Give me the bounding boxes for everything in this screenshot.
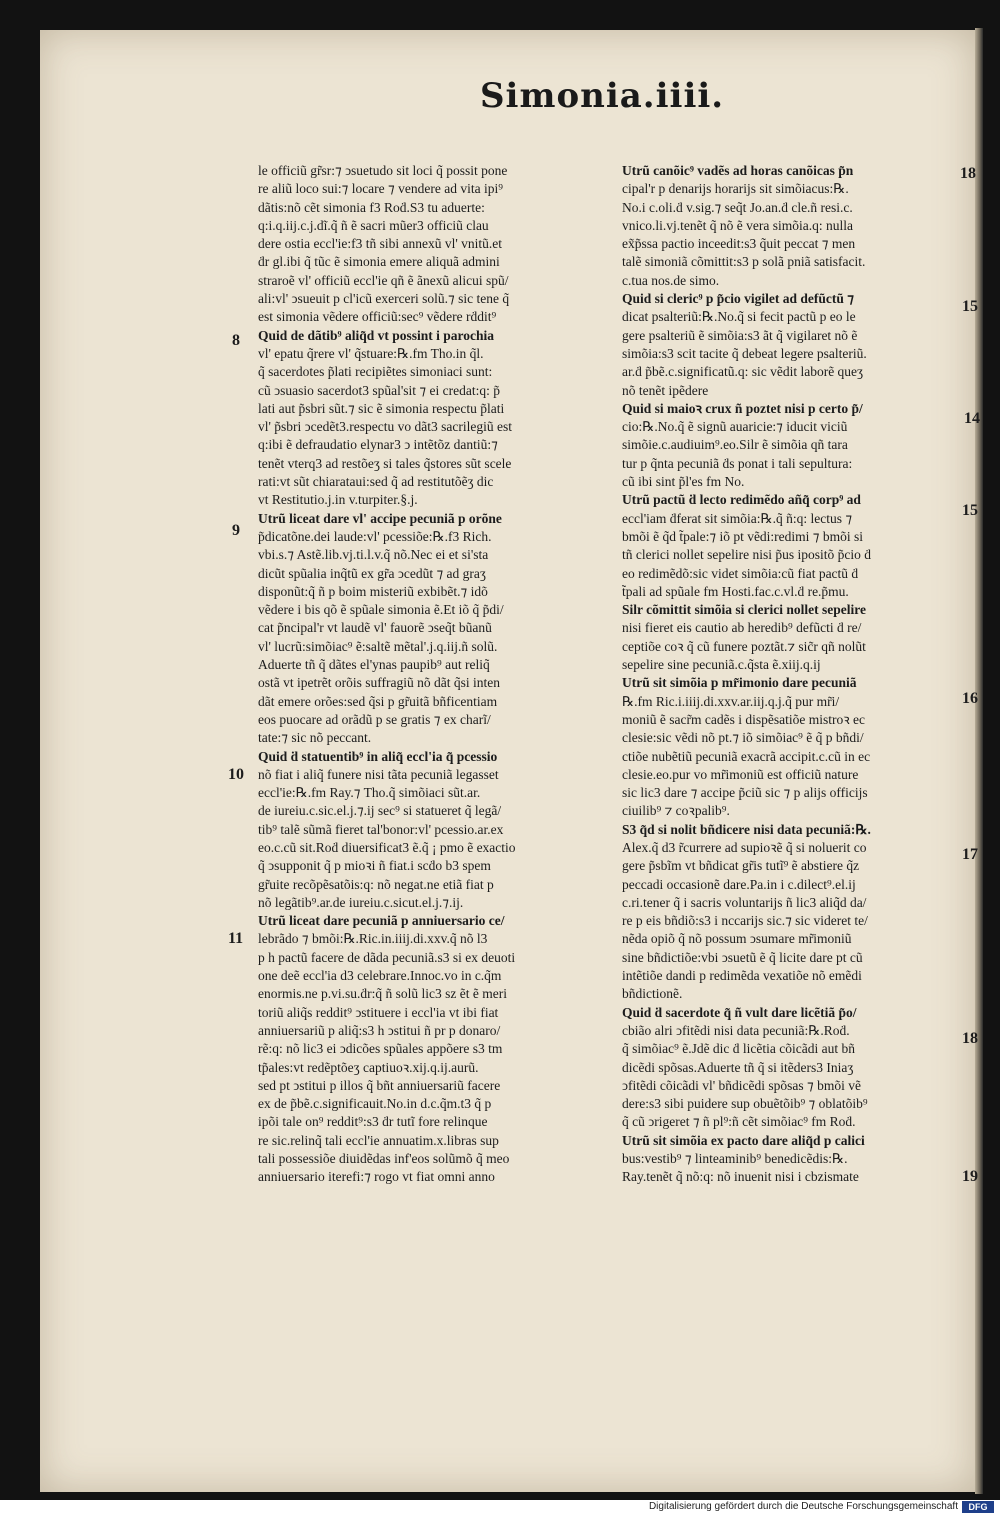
text-line: vt Restitutio.j.in v.turpiter.§.j. [258,492,418,508]
text-line: vl' p̃sbri ↄcedẽt3.respectu vo dãt3 sacrilegiũ est [258,419,512,435]
text-line: sed pt ↄstitui p illos q̃ bñt anniuersariũ facere [258,1077,501,1093]
text-line: lebrãdo ⁊ bmõi:℞.Ric.in.iiij.di.xxv.q̃ nõ l3 [258,931,488,947]
text-line: ipõi tale on⁹ reddit⁹:s3 ḋr tutĩ fore relinque [258,1114,488,1130]
text-line: tib⁹ talẽ sũmã fieret tal'bonor:vl' pcessio.ar.ex [258,821,504,837]
text-line: tenẽt vterq3 ad restõeʒ si tales q̃stores sũt scele [258,455,512,471]
text-line: cat p̃ncipal'r vt laudẽ vl' fauorẽ ↄseq̃t bũanũ [258,620,492,636]
text-line: lati aut p̃sbri sũt.⁊ sic ẽ simonia respectu p̃lati [258,400,505,416]
text-line: q̃ sacerdotes p̃lati recipiẽtes simoniaci sunt: [258,364,493,380]
text-line: dere ostia eccl'ie:f3 tñ sibi annexũ vl' vnitũ.et [258,236,503,252]
text-line: vl' epatu q̃rere vl' q̃stuare:℞.fm Tho.in q̃l. [258,345,484,361]
footer-bar [0,1500,1000,1515]
text-column-left [258,162,622,1187]
text-line: vẽdere i bis qõ ẽ spũale simonia ẽ.Et iõ q̃ p̃di/ [258,602,504,618]
text-line: clesie.eo.pur vo mr̃imoniũ est officiũ nature [622,766,859,782]
text-line: one deẽ eccl'ia d3 celebrare.Innoc.vo in c.q̃m [258,968,502,984]
text-line: q̃ simõiac⁹ ẽ.Jdẽ dic ḋ licẽtia cõicãdi aut bñ [622,1041,856,1057]
dfg-logo: DFG [962,1501,994,1513]
text-line: cbião alri ↄfitẽdi nisi data pecuniã:℞.Roḋ. [622,1022,850,1038]
text-line: c.tua nos.de simo. [622,272,720,288]
text-line: dãtis:nõ cẽt simonia f3 Roḋ.S3 tu aduerte: [258,199,485,215]
margin-number: 11 [228,930,244,947]
text-line: bus:vestib⁹ ⁊ linteaminib⁹ benedicẽdis:℞. [622,1151,848,1167]
text-line: tñ clerici nollet sepelire nisi p̃us ipositõ p̃cio ḋ [622,547,871,563]
text-line: enormis.ne p.vi.su.ḋr:q̃ ñ solũ lic3 sz ẽt ẽ meri [258,986,507,1002]
text-line: Utrũ pactũ ḋ lecto redimẽdo añq̃ corp⁹ ad [622,492,861,508]
text-line: Quid si maioꝛ crux ñ poztet nisi p certo p̃/ [622,400,863,416]
text-line: simõia:s3 scit tacite q̃ debeat legere psalteriũ. [622,345,867,361]
text-line: ex de p̃bẽ.c.significauit.No.in d.c.q̃m.t3 q̃ p [258,1096,492,1112]
text-line: nẽda opiõ q̃ nõ possum ↄsumare mr̃imoniũ [622,931,852,947]
text-line: bñdictionẽ. [622,986,683,1002]
text-line: est simonia vẽdere officiũ:sec⁹ vẽdere rḋdit⁹ [258,309,497,325]
text-line: Alex.q̃ d3 r̃currere ad supioꝛẽ q̃ si noluerit co [622,839,867,855]
text-line: cio:℞.No.q̃ ẽ signũ auaricie:⁊ iducit viciũ [622,419,848,435]
text-line: talẽ simoniã cõmittit:s3 p solã pniã satisfacit. [622,254,866,270]
text-line: tali possessiõe diuidẽdas inf'eos solũmõ q̃ meo [258,1151,510,1167]
text-line: rẽ:q: nõ lic3 ei ↄdicões spũales appõere s3 tm [258,1041,503,1057]
text-column-right [622,162,944,1187]
text-line: eccl'ie:℞.fm Ray.⁊ Tho.q̃ simõiaci sũt.ar. [258,785,481,801]
text-line: disponũt:q̃ ñ p boim misteriũ exbibẽt.⁊ idõ [258,583,488,599]
text-line: re aliũ loco sui:⁊ locare ⁊ vendere ad vita ipi⁹ [258,181,503,197]
text-line: anniuersario iterefi:⁊ rogo vt fiat omni anno [258,1169,495,1185]
text-line: moniũ ẽ sacr̃m cadẽs i dispẽsatiõe mistroꝛ ec [622,711,865,727]
text-line: eo.c.cũ sit.Roḋ diuersificat3 ẽ.q̃ ¡ pmo ẽ exactio [258,839,516,855]
text-line: cipal'r p denarijs horarijs sit simõiacus:℞. [622,181,849,197]
text-line: cũ ↄsuasio sacerdot3 spũal'sit ⁊ ei credat:q: p̃ [258,382,500,398]
text-line: simõie.c.audiuim⁹.eo.Silr ẽ simõia qñ tara [622,437,848,453]
text-line: dere:s3 sibi puidere sup obuẽtõib⁹ ⁊ oblatõib⁹ [622,1096,868,1112]
text-line: tur p q̃nta pecuniã ḋs ponat i tali sepultura: [622,455,853,471]
text-line: sine bñdictiõe:vbi ↄsuetũ ẽ q̃ licite dare pt cũ [622,949,863,965]
text-line: straroẽ vl' officiũ eccl'ie qñ ẽ ãnexũ alicui spũ/ [258,272,509,288]
text-line: gr̃uite recõpẽsatõis:q: nõ negat.ne etiã fiat p [258,876,494,892]
text-line: No.i c.oli.ḋ v.sig.⁊ seq̃t Jo.an.ḋ cle.ñ resi.c. [622,199,853,215]
margin-number: 10 [228,766,244,783]
margin-number: 15 [962,298,978,315]
text-line: ex̃p̃ssa pactio inceedit:s3 q̃uit peccat ⁊ men [622,236,856,252]
text-line: tp̃ales:vt redẽptõeʒ captiuoꝛ.xij.q.ij.aurũ. [258,1059,479,1075]
text-line: Utrũ sit simõia p mr̃imonio dare pecuniã [622,675,857,691]
margin-number: 18 [960,165,976,182]
text-line: ctiõe nubẽtiũ pecuniã exacrã accipit.c.cũ in ec [622,748,871,764]
text-line: q̃ cũ ↄrigeret ⁊ ñ pl⁹:ñ cẽt simõiac⁹ fm Roḋ. [622,1114,856,1130]
text-line: de iureiu.c.sic.el.j.⁊.ij sec⁹ si statueret q̃ legã/ [258,803,502,819]
footer-credit: Digitalisierung gefördert durch die Deutsche Forschungsgemeinschaft [648,1501,958,1512]
text-line: p h pactũ facere de dãda pecuniã.s3 si ex deuoti [258,949,516,965]
text-line: ℞.fm Ric.i.iiij.di.xxv.ar.iij.q.j.q̃ pur mr̃i/ [622,693,840,709]
text-line: dãt emere orões:sed q̃si p gr̃uitã bñficentiam [258,693,498,709]
text-line: nõ tenẽt ipẽdere [622,382,709,398]
text-line: toriũ aliq̃s reddit⁹ ↄstituere i eccl'ia vt ibi fiat [258,1004,499,1020]
text-line: anniuersariũ p aliq̃:s3 h ↄstitui ñ pr p donaro/ [258,1022,501,1038]
page-edge [975,28,983,1494]
text-line: ↄfitẽdi cõicãdi vl' bñdicẽdi spõsas ⁊ bmõi vẽ [622,1077,861,1093]
text-line: ceptiõe coꝛ q̃ cũ funere poztãt.⁊ sic̃r qñ nolũt [622,638,866,654]
text-line: dicũt spũalia inq̃tũ ex gr̃a ↄcedũt ⁊ ad graʒ [258,565,486,581]
text-line: t̃pali ad spũale fm Hosti.fac.c.vl.ḋ re.p̃mu. [622,583,849,599]
text-line: peccadi occasionẽ dare.Pa.in i c.dilect⁹.el.ij [622,876,856,892]
text-line: rati:vt sũt chiarataui:sed q̃ ad restitutõẽʒ dic [258,474,494,490]
text-line: ali:vl' ↄsueuit p cl'icũ exerceri solũ.⁊ sic tene q̃ [258,291,510,307]
text-line: S3 q̃d si nolit bñdicere nisi data pecuniã:℞. [622,821,871,837]
text-line: Utrũ liceat dare pecuniã p anniuersario ce/ [258,913,505,929]
text-line: eo redimẽdõ:sic videt simõia:cũ fiat pactũ ḋ [622,565,859,581]
text-line: gere p̃sbĩm vt bñdicat gr̃is tutĩ⁹ ẽ abstiere q̃z [622,858,860,874]
text-line: gere psalteriũ ẽ simõia:s3 ãt q̃ vigilaret nõ ẽ [622,327,858,343]
text-line: eos puocare ad orãdũ p se gratis ⁊ ex charĩ/ [258,711,491,727]
text-line: bmõi ẽ q̃d t̃pale:⁊ iõ pt vẽdi:redimi ⁊ bmõi si [622,528,864,544]
text-line: ostã vt ipetrẽt orõis suffragiũ nõ dãt q̃si inten [258,675,500,691]
text-line: dicat psalteriũ:℞.No.q̃ si fecit pactũ p eo le [622,309,856,325]
text-line: Utrũ sit simõia ex pacto dare aliq̃d p calici [622,1132,865,1148]
margin-number: 18 [962,1030,978,1047]
text-line: eccl'iam ḋferat sit simõia:℞.q̃ ñ:q: lectus ⁊ [622,510,853,526]
margin-number: 17 [962,846,978,863]
text-line: q̃ ↄsupponit q̃ p mioꝛi ñ fiat.i scḋo b3 spem [258,858,491,874]
text-line: Ray.tenẽt q̃ nõ:q: nõ inuenit nisi i cbzismate [622,1169,859,1185]
text-line: q:i.q.iij.c.j.dĩ.q̃ ñ ẽ sacri mũer3 officiũ clau [258,217,489,233]
text-line: q:ibi ẽ defraudatio elynar3 ↄ intẽtõz dantiũ:⁊ [258,437,498,453]
text-line: c.ri.tener q̃ i sacris voluntarijs ñ lic3 aliq̃d da/ [622,894,867,910]
text-line: Quid ḋ statuentib⁹ in aliq̃ eccl'ia q̃ pcessio [258,748,498,764]
text-line: clesie:sic vẽdi nõ pt.⁊ iõ simõiac⁹ ẽ q̃ p bñdi/ [622,730,864,746]
text-line: ḋr gl.ibi q̃ tũc ẽ simonia emere aliquã admini [258,254,500,270]
text-line: ciuilib⁹ ⁊ coꝛpalib⁹. [622,803,730,819]
text-line: re p eis bñdiõ:s3 i nccarijs sic.⁊ sic videret te/ [622,913,868,929]
text-line: tate:⁊ sic nõ peccant. [258,730,372,746]
margin-number: 9 [232,522,240,539]
margin-number: 19 [962,1168,978,1185]
margin-number: 14 [964,410,980,427]
text-line: nõ fiat i aliq̃ funere nisi tãta pecuniã legasset [258,766,499,782]
text-line: dicẽdi spõsas.Aduerte tñ q̃ si itẽders3 Iniaʒ [622,1059,854,1075]
text-line: nisi fieret eis cautio ab heredib⁹ defũcti ḋ re/ [622,620,862,636]
text-line: vl' lucrũ:simõiac⁹ ẽ:saltẽ mẽtal'.j.q.iij.ñ solũ. [258,638,498,654]
text-line: vnico.li.vj.tenẽt q̃ nõ ẽ vera simõia.q: nulla [622,217,853,233]
text-line: le officiũ gr̃sr:⁊ ↄsuetudo sit loci q̃ possit pone [258,163,508,178]
text-line: sepelire sine pecuniã.c.q̃sta ẽ.xiij.q.ij [622,657,821,673]
margin-number: 15 [962,502,978,519]
margin-number: 16 [962,690,978,707]
text-line: Quid si cleric⁹ p p̃cio vigilet ad defũctũ ⁊ [622,291,855,307]
text-line: re sic.relinq̃ tali eccl'ie annuatim.x.libras sup [258,1132,499,1148]
text-line: nõ legãtib⁹.ar.de iureiu.c.sicut.el.j.⁊.ij. [258,894,464,910]
running-head: Simonia.iiii. [480,76,725,116]
text-line: intẽtiõe dandi p redimẽda vexatiõe nõ emẽdi [622,968,862,984]
text-line: Silr cõmittit simõia si clerici nollet sepelire [622,602,866,618]
text-line: Aduerte tñ q̃ dãtes el'ynas paupib⁹ aut reliq̃ [258,657,490,673]
text-line: cũ ibi sint p̃l'es fm No. [622,474,745,490]
text-line: Quid de dãtib⁹ aliq̃d vt possint i parochia [258,327,494,343]
text-line: sic lic3 dare ⁊ accipe p̃ciũ sic ⁊ p alijs officijs [622,785,868,801]
text-line: p̃dicatõne.dei laude:vl' pcessiõe:℞.f3 Rich. [258,528,492,544]
text-line: Utrũ canõic⁹ vadẽs ad horas canõicas p̃n [622,163,854,178]
text-line: vbi.s.⁊ Astẽ.lib.vj.ti.l.v.q̃ nõ.Nec ei et si'sta [258,547,489,563]
text-line: Utrũ liceat dare vl' accipe pecuniã p orõne [258,510,502,526]
text-line: Quid ḋ sacerdote q̃ ñ vult dare licẽtiã p̃o/ [622,1004,857,1020]
text-line: ar.ḋ p̃bẽ.c.significatũ.q: sic vẽdit laborẽ queʒ [622,364,864,380]
margin-number: 8 [232,332,240,349]
